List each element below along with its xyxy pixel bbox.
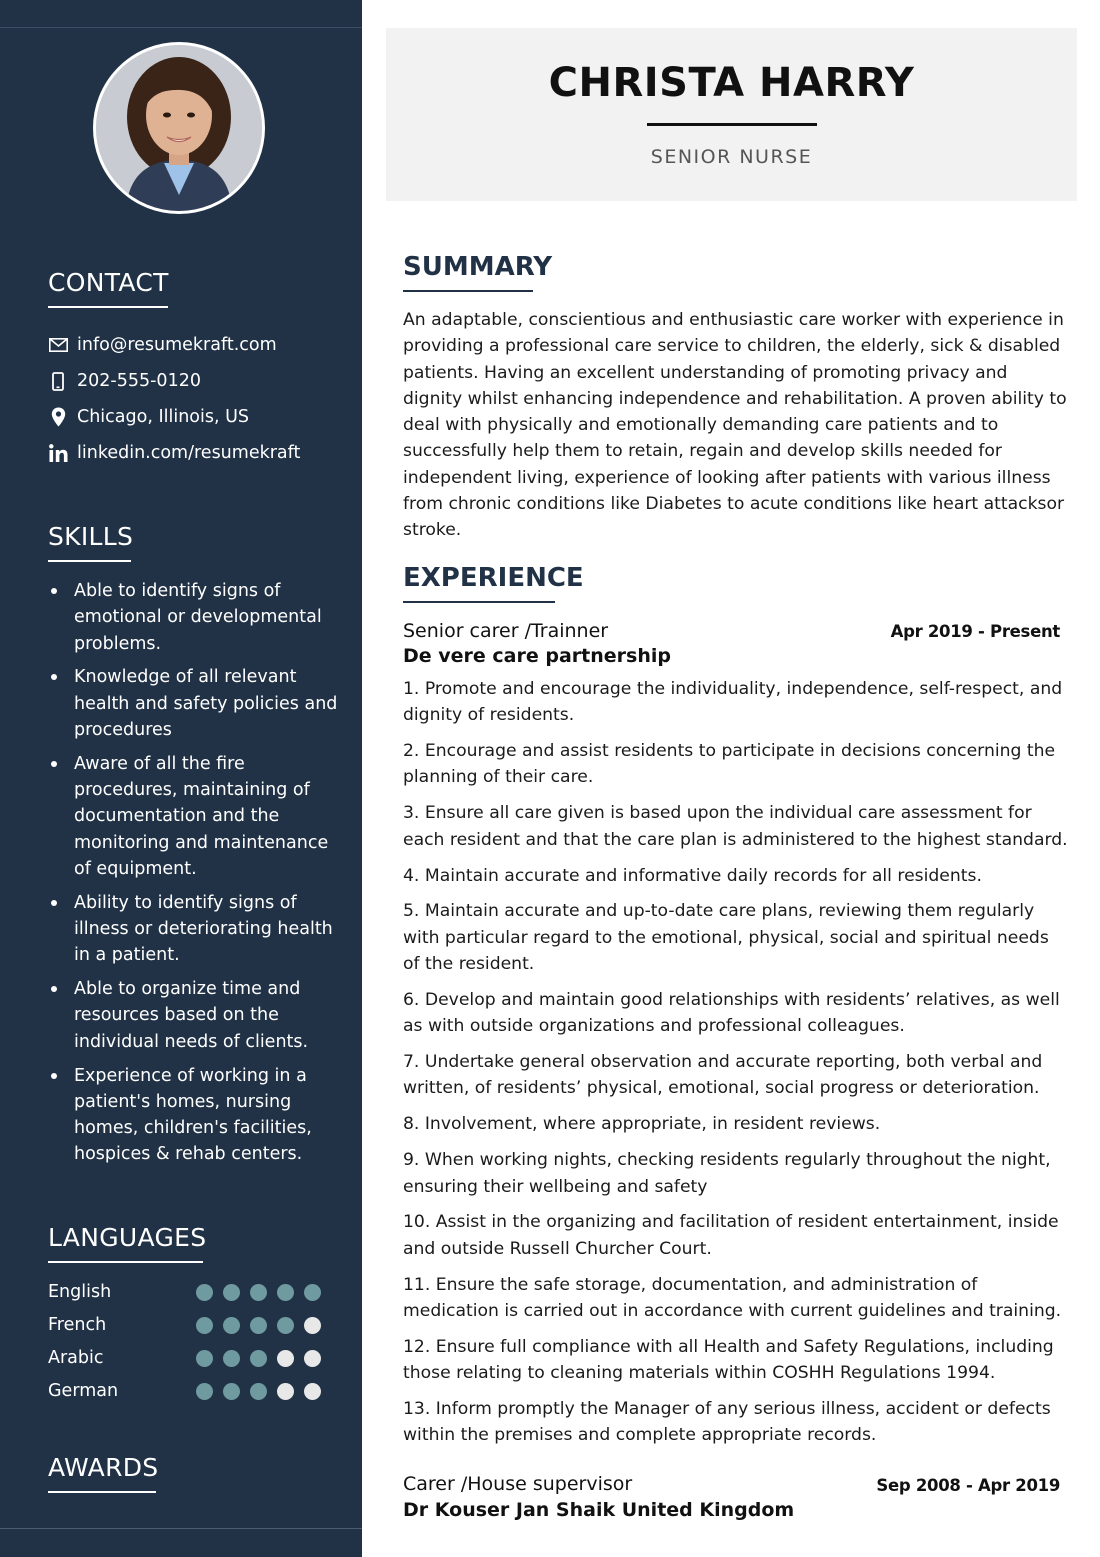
level-dot-filled: [250, 1383, 267, 1400]
job-company: [403, 645, 671, 667]
level-dot-filled: [277, 1317, 294, 1334]
bullet-icon: [51, 761, 57, 767]
level-dot-filled: [250, 1284, 267, 1301]
contact-location-text: Chicago, Illinois, US: [77, 407, 250, 427]
level-dot-filled: [223, 1317, 240, 1334]
languages-heading: LANGUAGES: [48, 1223, 207, 1252]
skill-text: Aware of all the fire procedures, maintaining of documentation and the monitoring and maintenance of equipment.: [74, 753, 329, 879]
job-title: Carer /House supervisor: [403, 1473, 633, 1495]
level-dot-filled: [196, 1284, 213, 1301]
job-company-text: De vere care partnership: [403, 645, 671, 667]
summary-heading: SUMMARY: [403, 252, 553, 282]
skills-heading-underline: [48, 560, 131, 562]
skill-item: [48, 890, 348, 969]
level-dot-empty: [277, 1383, 294, 1400]
contact-email-text: info@resumekraft.com: [77, 335, 277, 355]
language-level-dots: [196, 1383, 321, 1400]
level-dot-filled: [223, 1284, 240, 1301]
contact-heading-underline: [48, 306, 168, 308]
location-pin-icon: [48, 407, 68, 427]
job-duties-list: [403, 676, 1068, 1458]
job-role: SENIOR NURSE: [650, 146, 813, 168]
list-item: 9. When working nights, checking residents regularly throughout the night, ensuring their wellbeing and safety: [403, 1150, 1051, 1197]
skill-text: Experience of working in a patient's homes, nursing homes, children's facilities, hospices & rehab centers.: [74, 1065, 312, 1165]
experience-heading-underline: [403, 601, 555, 603]
level-dot-empty: [304, 1350, 321, 1367]
linkedin-icon: [48, 443, 68, 463]
skill-text: Able to identify signs of emotional or developmental problems.: [74, 581, 322, 654]
skill-text: Able to organize time and resources based on the individual needs of clients.: [74, 979, 309, 1052]
name-header: [386, 28, 1077, 201]
list-item: 11. Ensure the safe storage, documentation, and administration of medication is carried out in accordance with current guidelines and training.: [403, 1274, 1062, 1321]
skills-list: [48, 578, 348, 1175]
skill-item: [48, 664, 348, 743]
summary-heading-underline: [403, 290, 533, 292]
language-row-english: [48, 1279, 338, 1305]
level-dot-filled: [223, 1383, 240, 1400]
job-company: [403, 1499, 794, 1521]
skill-item: [48, 751, 348, 882]
level-dot-filled: [196, 1350, 213, 1367]
language-level-dots: [196, 1350, 321, 1367]
list-item: 10. Assist in the organizing and facilitation of resident entertainment, inside and outside Russell Churcher Court.: [403, 1212, 1059, 1259]
list-item: 3. Ensure all care given is based upon the individual care assessment for each resident and that the care plan is administered to the highest standard.: [403, 803, 1068, 850]
experience-heading: EXPERIENCE: [403, 563, 584, 593]
contact-location: [48, 404, 249, 430]
list-item: 1. Promote and encourage the individuality, independence, self-respect, and dignity of residents.: [403, 679, 1063, 726]
level-dot-filled: [223, 1350, 240, 1367]
avatar: [93, 42, 265, 214]
skill-item: [48, 1063, 348, 1168]
languages-heading-underline: [48, 1261, 203, 1263]
list-item: 5. Maintain accurate and up-to-date care plans, reviewing them regularly with particular regard to the emotional, physical, social and spiritual needs of the resident.: [403, 901, 1049, 975]
skill-text: Ability to identify signs of illness or deteriorating health in a patient.: [74, 892, 333, 966]
bullet-icon: [51, 900, 57, 906]
level-dot-filled: [250, 1350, 267, 1367]
name-divider: [647, 123, 817, 126]
list-item: 6. Develop and maintain good relationships with residents’ relatives, as well as with outside organizations and professional colleagues.: [403, 989, 1060, 1037]
level-dot-filled: [250, 1317, 267, 1334]
list-item: 8. Involvement, where appropriate, in resident reviews.: [403, 1114, 881, 1135]
level-dot-filled: [277, 1284, 294, 1301]
awards-heading: AWARDS: [48, 1453, 159, 1482]
language-name: French: [48, 1315, 107, 1335]
skill-item: [48, 976, 348, 1055]
skills-heading: SKILLS: [48, 522, 134, 551]
sidebar-top-divider: [0, 27, 362, 28]
job-company-text: Dr Kouser Jan Shaik United Kingdom: [403, 1499, 795, 1521]
job-dates: Sep 2008 - Apr 2019: [876, 1476, 1060, 1495]
language-name: Arabic: [48, 1348, 104, 1368]
level-dot-filled: [196, 1317, 213, 1334]
contact-email[interactable]: [48, 332, 277, 358]
contact-phone-text: 202-555-0120: [77, 371, 201, 391]
level-dot-empty: [304, 1317, 321, 1334]
bullet-icon: [51, 588, 57, 594]
list-item: 7. Undertake general observation and accurate reporting, both verbal and written, of residents’ physical, emotional, social progress or deterioration.: [403, 1052, 1043, 1099]
contact-linkedin-text: linkedin.com/resumekraft: [77, 443, 301, 463]
phone-icon: [48, 371, 68, 391]
job-title: Senior carer /Trainner: [403, 620, 609, 642]
level-dot-empty: [304, 1383, 321, 1400]
email-icon: [48, 335, 68, 355]
list-item: 12. Ensure full compliance with all Health and Safety Regulations, including those relating to cleaning materials within COSHH Regulations 1994.: [403, 1336, 1054, 1384]
level-dot-filled: [304, 1284, 321, 1301]
list-item: 13. Inform promptly the Manager of any serious illness, accident or defects within the premises and complete appropriate records.: [403, 1398, 1051, 1446]
bullet-icon: [51, 986, 57, 992]
contact-phone[interactable]: [48, 368, 201, 394]
sidebar-bottom-divider: [0, 1528, 362, 1529]
language-level-dots: [196, 1284, 321, 1301]
summary-text: An adaptable, conscientious and enthusiastic care worker with experience in providing a professional care service to children, the elderly, sick & disabled patients. Having an excellent understanding of promoting privacy and dignity whilst enhancing independence and rehabilitation. A proven ability to deal with physically and emotionally demanding care patients and to successfully help them to retain, regain and develop skills needed for independent living, experience of looking after patients with various illness from chronic conditions like Diabetes to acute conditions like heart attacksor stroke.: [403, 310, 1067, 541]
language-name: German: [48, 1381, 119, 1401]
job-dates: Apr 2019 - Present: [890, 622, 1060, 641]
awards-heading-underline: [48, 1491, 156, 1493]
language-row-french: [48, 1312, 338, 1338]
list-item: 4. Maintain accurate and informative daily records for all residents.: [403, 865, 982, 886]
list-item: 2. Encourage and assist residents to participate in decisions concerning the planning of their care.: [403, 741, 1056, 788]
language-row-arabic: [48, 1345, 338, 1371]
contact-heading: CONTACT: [48, 268, 169, 297]
contact-linkedin[interactable]: [48, 440, 300, 466]
skill-text: Knowledge of all relevant health and safety policies and procedures: [74, 667, 338, 740]
level-dot-empty: [277, 1350, 294, 1367]
language-name: English: [48, 1282, 112, 1302]
profile-photo: [96, 45, 262, 211]
language-level-dots: [196, 1317, 321, 1334]
skill-item: [48, 578, 348, 657]
language-row-german: [48, 1378, 338, 1404]
page-title: CHRISTA HARRY: [548, 60, 915, 106]
bullet-icon: [51, 674, 57, 680]
bullet-icon: [51, 1073, 57, 1079]
sidebar: [0, 0, 362, 1557]
level-dot-filled: [196, 1383, 213, 1400]
